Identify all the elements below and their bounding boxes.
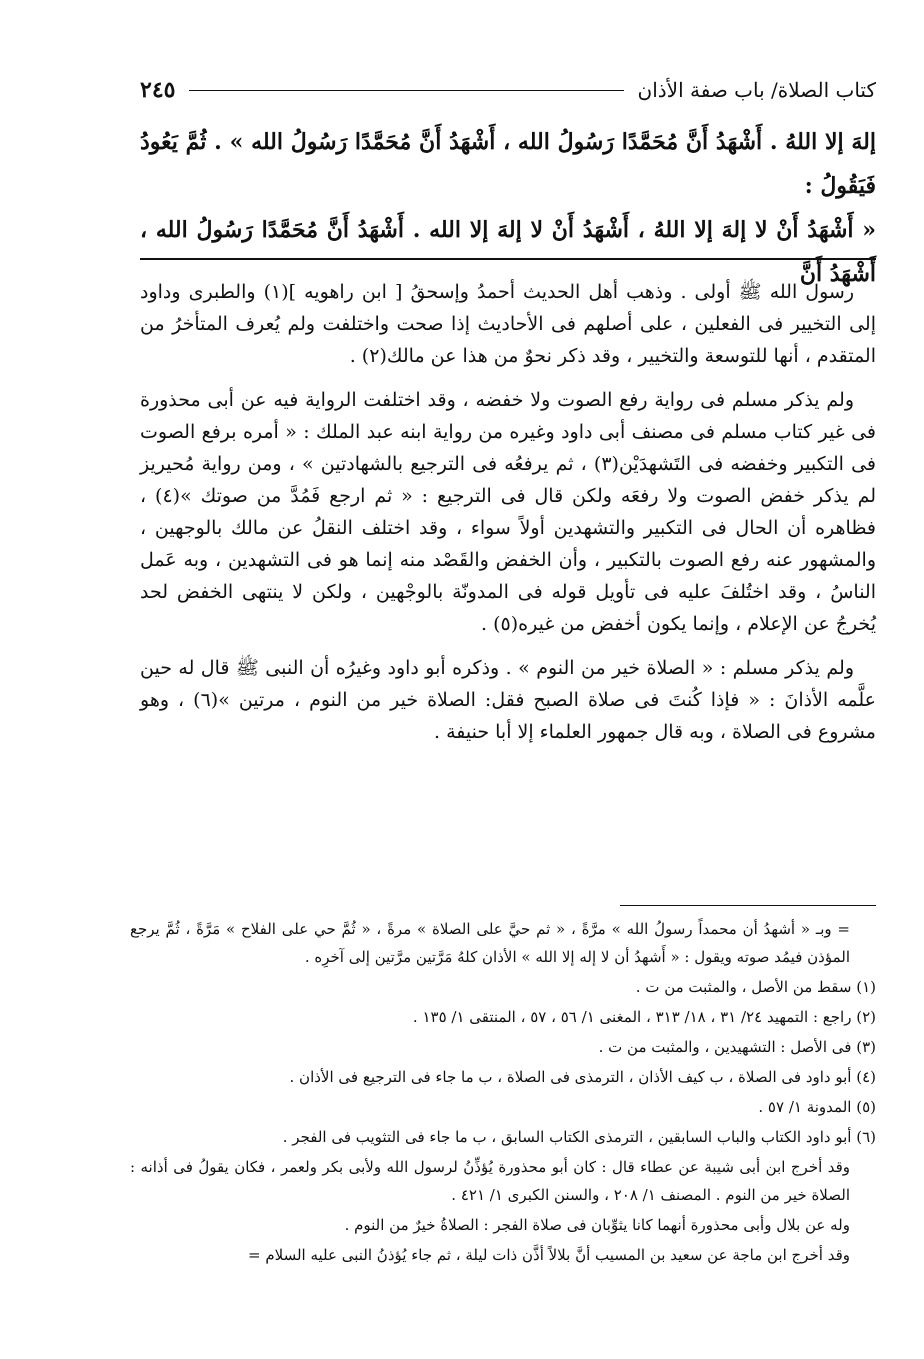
- commentary-paragraph: ولم يذكر مسلم : « الصلاة خير من النوم » . وذكره أبو داود وغيرُه أن النبى ﷺ قال له حين علَّمه الأذانَ : « فإذا كُنتَ فى صلاة الصبح فقل: الصلاة خير من النوم ، مرتين »(٦) ، وهو مشروع فى الصلاة ، وبه قال جمهور العلماء إلا أبا حنيفة .: [140, 657, 876, 743]
- hadith-line: إلهَ إلا اللهُ . أَشْهَدُ أَنَّ مُحَمَّدًا رَسُولُ الله ، أَشْهَدُ أَنَّ مُحَمَّدًا رَسُولُ الله » . ثُمَّ يَعُودُ فَيَقُولُ :: [140, 129, 876, 199]
- footnote-6-addendum: وقد أخرج ابن أبى شيبة عن عطاء قال : كان أبو محذورة يُؤذِّنُ لرسول الله ولأبى بكر ولعمر ، فكان يقولُ فى أذانه : الصلاة خير من النوم . المصنف ١/ ٢٠٨ ، والسنن الكبرى ١/ ٤٢١ .: [130, 1158, 850, 1204]
- footnote-continuation: = وبـ « أشهدُ أن محمداً رسولُ الله » مرَّةً ، « ثم حيَّ على الصلاة » مرةً ، « ثُمَّ حي على الفلاح » مَرَّةً ، ثُمَّ يرجع المؤذن فيمُد صوته ويقول : « أَشهدُ أن لا إله إلا الله » الأذان كلهُ مَرَّتين مرَّتين إلى آخرِه .: [130, 920, 850, 966]
- footnote-1: (١) سقط من الأصل ، والمثبت من ت .: [635, 978, 876, 996]
- page-number: ٢٤٥: [140, 77, 176, 103]
- hadith-line: « أَشْهَدُ أَنْ لا إلهَ إلا اللهُ ، أَشْهَدُ أَنْ لا إلهَ إلا الله . أَشْهَدُ أَنَّ مُحَمَّدًا رَسُولُ الله ، أَشْهَدُ أَنَّ: [140, 217, 876, 287]
- footnote-divider: [620, 905, 876, 906]
- footnotes: [130, 915, 876, 1271]
- commentary-paragraph: ولم يذكر مسلم فى رواية رفع الصوت ولا خفضه ، وقد اختلفت الرواية فيه عن أبى محذورة فى غير كتاب مسلم فى مصنف أبى داود وغيره من رواية ابنه عبد الملك : « أمره برفع الصوت فى التكبير وخفضه فى التَشهدَيْن(٣) ، ثم يرفعُه فى الترجيع بالشهادتين » ، ومن رواية مُحيريز لم يذكر خفض الصوت ولا رفعَه ولكن قال فى الترجيع : « ثم ارجع فَمُدَّ من صوتك »(٤) ، فظاهره أن الحال فى التكبير والتشهدين أولاً سواء ، وقد اختلف النقلُ عن مالك بالوجهين ، والمشهور عنه رفع الصوت بالتكبير ، وأن الخفض والقَصْد منه إنما هو فى التشهدين ، وبه عَمل الناسُ ، وقد اختُلفَ عليه فى تأويل قوله فى المدونّة بالوجْهين ، ولكن لا ينتهى الخفض لحد يُخرجُ عن الإعلام ، وإنما يكون أخفض من غيره(٥) .: [140, 389, 876, 635]
- footnote-6: (٦) أبو داود الكتاب والباب السابقين ، الترمذى الكتاب السابق ، ب ما جاء فى التثويب فى الفجر .: [282, 1128, 876, 1146]
- footnote-6-addendum: وقد أخرج ابن ماجة عن سعيد بن المسيب أنَّ بلالاً أذَّن ذات ليلة ، ثم جاء يُؤذنُ النبى عليه السلام =: [248, 1246, 850, 1264]
- footnote-3: (٣) فى الأصل : التشهيدين ، والمثبت من ت .: [598, 1038, 876, 1056]
- commentary-paragraph: رسول الله ﷺ أولى . وذهب أهل الحديث أحمدُ وإسحقُ [ ابن راهويه ](١) والطبرى وداود إلى التخيير فى الفعلين ، على أصلهم فى الأحاديث إذا صحت واختلفت ولم يُعرف المتأخرُ من المتقدم ، أنها للتوسعة والتخيير ، وقد ذكر نحوٌ من هذا عن مالك(٢) .: [140, 281, 876, 367]
- commentary-text: [140, 276, 876, 760]
- footnote-6-addendum: وله عن بلال وأبى محذورة أنهما كانا يثوِّبان فى صلاة الفجر : الصلاةُ خيرٌ من النوم .: [344, 1216, 850, 1234]
- footnote-2: (٢) راجع : التمهيد ٢٤/ ٣١ ، ١٨/ ٣١٣ ، المغنى ١/ ٥٦ ، ٥٧ ، المنتقى ١/ ١٣٥ .: [412, 1008, 876, 1026]
- header-rule: [189, 90, 623, 91]
- hadith-text: [140, 120, 876, 296]
- footnote-5: (٥) المدونة ١/ ٥٧ .: [758, 1098, 876, 1116]
- page-header: [140, 72, 876, 108]
- section-divider: [140, 258, 876, 260]
- running-title: كتاب الصلاة/ باب صفة الأذان: [637, 78, 876, 102]
- footnote-4: (٤) أبو داود فى الصلاة ، ب كيف الأذان ، الترمذى فى الصلاة ، ب ما جاء فى الترجيع فى الأذان .: [289, 1068, 876, 1086]
